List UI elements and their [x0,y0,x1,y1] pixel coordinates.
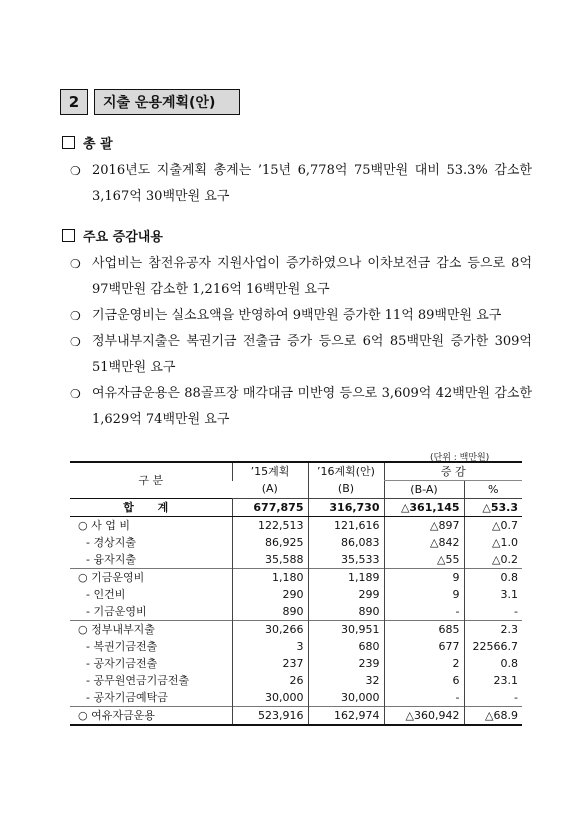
circle-bullet-icon: ❍ [70,257,81,271]
bullet-text: 2016년도 지출계획 총계는 ’15년 6,778억 75백만원 대비 53.3% 감소한 3,167억 30백만원 요구 [92,163,532,204]
cell-label: - 인건비 [86,587,126,601]
circle-bullet-icon: ❍ [70,387,81,401]
cell-a: 890 [232,603,308,621]
total-b: 316,730 [308,499,384,517]
bullet-text: 사업비는 참전유공자 지원사업이 증가하였으나 이차보전금 감소 등으로 8억 97백만원 감소한 1,216억 16백만원 요구 [92,256,532,297]
cell-a: 35,588 [232,551,308,569]
subsection-overview [62,133,113,152]
cell-b: 890 [308,603,384,621]
cell-b: 32 [308,672,384,689]
cell-b: 121,616 [308,517,384,535]
circle-bullet-icon: ❍ [70,164,81,178]
cell-b: 30,000 [308,689,384,707]
section-number: 2 [60,89,88,115]
cell-label: ○ 여유자금운용 [70,707,232,726]
cell-p: 2.3 [464,621,522,639]
cell-b: 680 [308,638,384,655]
cell-a: 237 [232,655,308,672]
cell-d: △842 [384,534,464,551]
section-heading: 지출 운용계획(안) [94,89,240,115]
total-pct: △53.3 [464,499,522,517]
header-col16: ’16계획(안) [308,462,384,481]
subsection-changes [62,226,163,245]
bullet-text: 기금운영비는 실소요액을 반영하여 9백만원 증가한 11억 89백만원 요구 [92,308,502,323]
header-change: 증 감 [384,462,522,481]
cell-p: △0.7 [464,517,522,535]
table-row [70,621,522,639]
cell-b: 299 [308,586,384,603]
checkbox-square-icon [62,229,75,242]
cell-d: - [384,603,464,621]
table-row [70,569,522,587]
cell-label: - 융자지출 [86,552,136,566]
cell-a: 290 [232,586,308,603]
cell-b: 35,533 [308,551,384,569]
cell-label: - 기금운영비 [86,604,147,618]
cell-b: 162,974 [308,707,384,726]
cell-a: 523,916 [232,707,308,726]
cell-a: 3 [232,638,308,655]
total-label: 합 계 [70,499,232,517]
header-pct: % [464,481,522,499]
cell-d: 685 [384,621,464,639]
table-row [70,586,522,603]
header-diff: (B-A) [384,481,464,499]
cell-a: 1,180 [232,569,308,587]
cell-label: ○ 정부내부지출 [70,621,232,639]
cell-d: 9 [384,569,464,587]
cell-p: △68.9 [464,707,522,726]
cell-b: 86,083 [308,534,384,551]
cell-d: △360,942 [384,707,464,726]
table-row [70,707,522,726]
table-row [70,689,522,707]
cell-d: △55 [384,551,464,569]
cell-a: 26 [232,672,308,689]
cell-d: 677 [384,638,464,655]
header-col15-sub: (A) [232,481,308,499]
table-row [70,517,522,535]
bullet-text: 정부내부지출은 복권기금 전출금 증가 등으로 6억 85백만원 증가한 309억 51백만원 요구 [92,334,532,375]
table-row [70,551,522,569]
cell-d: △897 [384,517,464,535]
total-row [70,499,522,517]
cell-p: 22566.7 [464,638,522,655]
cell-p: △1.0 [464,534,522,551]
cell-d: 2 [384,655,464,672]
cell-b: 30,951 [308,621,384,639]
table-row [70,672,522,689]
cell-p: 0.8 [464,569,522,587]
total-a: 677,875 [232,499,308,517]
bullet-item [70,158,532,210]
cell-d: 9 [384,586,464,603]
cell-p: 23.1 [464,672,522,689]
bullet-item [70,329,532,381]
subsection-heading: 총 괄 [83,137,113,152]
bullet-item [70,381,532,433]
cell-p: 3.1 [464,586,522,603]
cell-p: 0.8 [464,655,522,672]
cell-p: - [464,603,522,621]
cell-p: △0.2 [464,551,522,569]
checkbox-square-icon [62,136,75,149]
section-title [60,89,240,115]
bullet-item [70,303,532,329]
table-row [70,603,522,621]
cell-b: 1,189 [308,569,384,587]
circle-bullet-icon: ❍ [70,309,81,323]
table-row [70,534,522,551]
cell-label: ○ 기금운영비 [70,569,232,587]
circle-bullet-icon: ❍ [70,335,81,349]
cell-a: 30,000 [232,689,308,707]
table-row [70,655,522,672]
header-col15: ’15계획 [232,462,308,481]
header-col16-sub: (B) [308,481,384,499]
budget-table [70,461,522,726]
cell-a: 30,266 [232,621,308,639]
cell-a: 86,925 [232,534,308,551]
header-category: 구 분 [70,462,232,499]
cell-label: - 경상지출 [86,535,136,549]
cell-d: 6 [384,672,464,689]
bullet-item [70,251,532,303]
cell-label: - 복권기금전출 [86,639,158,653]
cell-label: - 공무원연금기금전출 [86,673,190,687]
table-row [70,638,522,655]
cell-a: 122,513 [232,517,308,535]
total-diff: △361,145 [384,499,464,517]
cell-p: - [464,689,522,707]
cell-label: - 공자기금예탁금 [86,690,168,704]
cell-label: - 공자기금전출 [86,656,158,670]
subsection-heading: 주요 증감내용 [83,230,163,245]
unit-label: (단위 : 백만원) [430,453,490,463]
cell-b: 239 [308,655,384,672]
cell-d: - [384,689,464,707]
bullet-text: 여유자금운용은 88골프장 매각대금 미반영 등으로 3,609억 42백만원 감소한 1,629억 74백만원 요구 [92,386,532,427]
cell-label: ○ 사 업 비 [70,517,232,535]
